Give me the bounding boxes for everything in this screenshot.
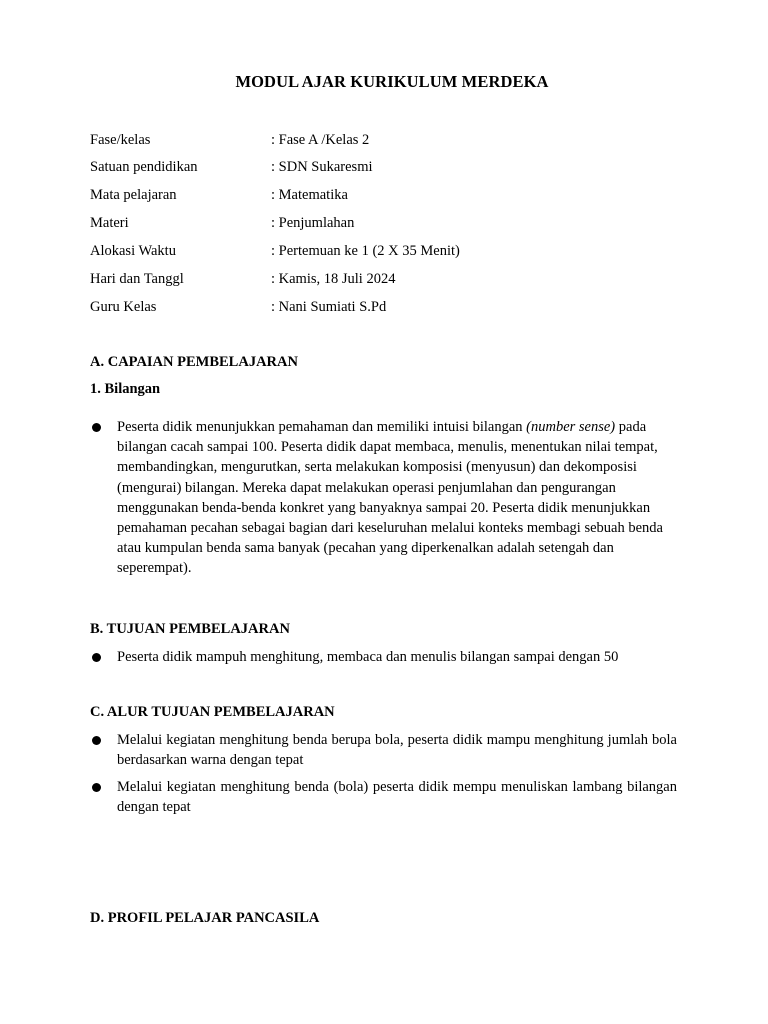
list-item-text: Melalui kegiatan menghitung benda berupa bola, peserta didik mampu menghitung jumlah bola berdasarkan warna dengan tepat	[117, 732, 677, 769]
info-label: Guru Kelas	[90, 299, 157, 315]
list-item-text	[117, 417, 677, 579]
info-label: Materi	[90, 215, 129, 231]
info-row-alokasi-waktu	[90, 241, 460, 261]
section-c-heading: C. ALUR TUJUAN PEMBELAJARAN	[90, 704, 335, 720]
document-title: MODUL AJAR KURIKULUM MERDEKA	[235, 72, 549, 91]
info-row-guru-kelas	[90, 297, 386, 317]
info-label: Satuan pendidikan	[90, 159, 198, 175]
info-value: : Pertemuan ke 1 (2 X 35 Menit)	[271, 243, 460, 259]
section-b-heading: B. TUJUAN PEMBELAJARAN	[90, 621, 290, 637]
info-value: : Kamis, 18 Juli 2024	[271, 271, 396, 287]
info-label: Alokasi Waktu	[90, 243, 176, 259]
info-value: : Nani Sumiati S.Pd	[271, 299, 387, 315]
section-a-heading: A. CAPAIAN PEMBELAJARAN	[90, 354, 298, 370]
list-item-alur-1	[90, 730, 677, 770]
info-value: : Matematika	[271, 187, 348, 203]
text-run: pada bilangan cacah sampai 100. Peserta didik dapat membaca, menulis, menentukan nilai tempat, membandingkan, mengurutkan, serta melakukan komposisi (menyusun) dan dekomposisi (mengurai) bilangan. Mereka dapat melakukan operasi penjumlahan dan pengurangan menggunakan benda-benda konkret yang banyaknya sampai 20. Peserta didik menunjukkan pemahaman pecahan sebagai bagian dari keseluruhan melalui konteks membagi sebuah benda atau kumpulan benda sama banyak (pecahan yang diperkenalkan adalah setengah dan seperempat).	[117, 419, 663, 577]
bullet-icon	[92, 783, 101, 792]
bullet-icon	[92, 653, 101, 662]
info-row-mata-pelajaran	[90, 185, 348, 205]
section-a-subheading: 1. Bilangan	[90, 381, 161, 397]
info-value: : Penjumlahan	[271, 215, 355, 231]
info-row-hari-tanggal	[90, 269, 395, 289]
text-run: Peserta didik menunjukkan pemahaman dan memiliki intuisi bilangan	[117, 419, 527, 435]
bullet-icon	[92, 736, 101, 745]
info-row-materi	[90, 213, 354, 233]
list-item-text: Melalui kegiatan menghitung benda (bola) peserta didik mempu menuliskan lambang bilangan dengan tepat	[117, 779, 677, 816]
info-label: Fase/kelas	[90, 132, 151, 148]
info-row-satuan-pendidikan	[90, 157, 373, 177]
info-label: Hari dan Tanggl	[90, 271, 184, 287]
list-item-text: Peserta didik mampuh menghitung, membaca dan menulis bilangan sampai dengan 50	[117, 649, 619, 665]
text-run-italic: (number sense)	[526, 419, 616, 435]
list-item-tujuan	[90, 647, 677, 667]
list-item-alur-2	[90, 777, 677, 817]
info-value: : SDN Sukaresmi	[271, 159, 373, 175]
info-row-fase-kelas	[90, 130, 369, 150]
list-item-capaian	[90, 417, 677, 579]
info-value: : Fase A /Kelas 2	[271, 132, 370, 148]
section-d-heading: D. PROFIL PELAJAR PANCASILA	[90, 910, 320, 926]
bullet-icon	[92, 423, 101, 432]
info-label: Mata pelajaran	[90, 187, 177, 203]
